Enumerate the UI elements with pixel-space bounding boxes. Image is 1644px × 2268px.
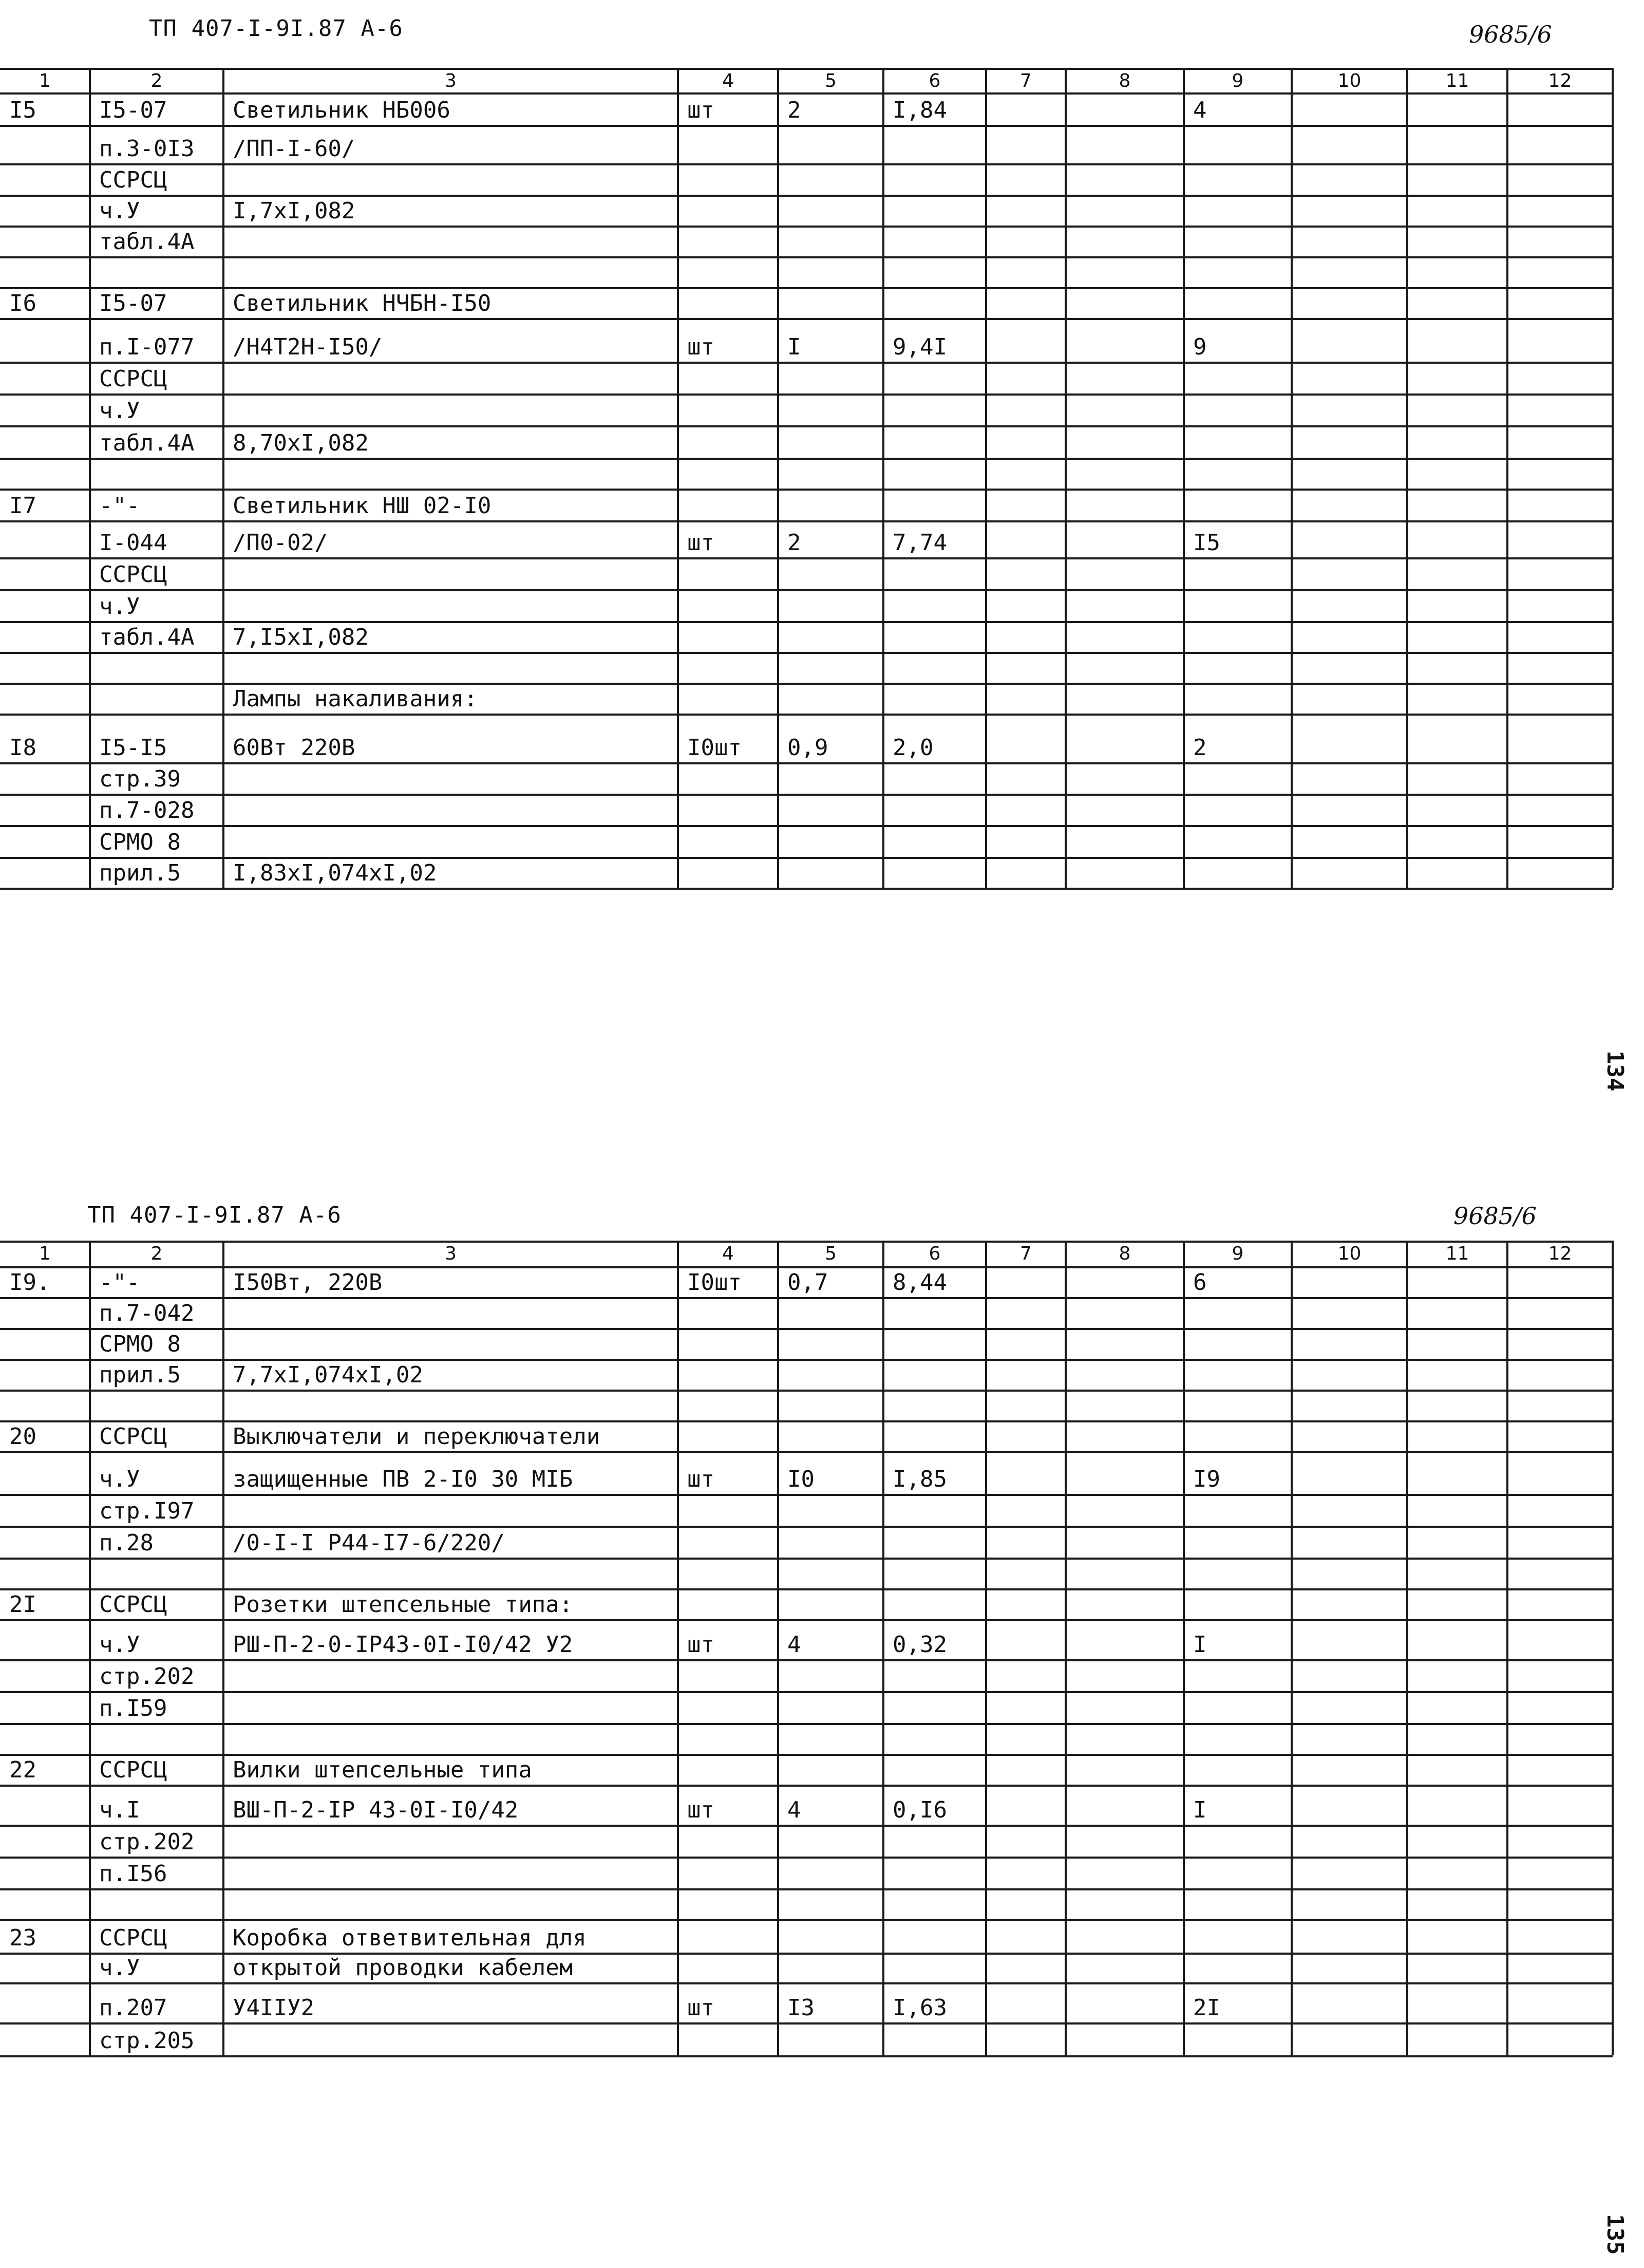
table-cell: п.207	[99, 1995, 167, 2021]
table-cell: 9	[1193, 334, 1207, 360]
column-rule	[777, 68, 779, 888]
table-cell: /Н4Т2Н-I50/	[233, 334, 383, 360]
column-header: 11	[1445, 70, 1469, 91]
table-cell: I9.	[9, 1269, 50, 1296]
column-rule	[222, 68, 224, 888]
row-rule	[0, 825, 1613, 827]
table-cell: 9,4I	[893, 334, 947, 360]
row-rule	[0, 857, 1613, 859]
table-cell: I9	[1193, 1466, 1220, 1492]
column-header: 8	[1119, 70, 1131, 91]
table-cell: Вилки штепсельные типа	[233, 1757, 532, 1783]
table-cell: прил.5	[99, 860, 181, 886]
table-cell: ч.У	[99, 398, 140, 424]
table-cell: 4	[1193, 97, 1207, 123]
row-rule	[0, 1297, 1613, 1299]
column-header: 2	[150, 70, 163, 91]
table-cell: п.3-0I3	[99, 136, 195, 162]
table-cell: 8,44	[893, 1269, 947, 1296]
table-rule	[0, 92, 1613, 95]
table-cell: I0шт	[687, 1269, 742, 1296]
table-cell: 2,0	[893, 735, 934, 761]
column-rule	[677, 68, 679, 888]
row-rule	[0, 362, 1613, 364]
table-cell: I5-07	[99, 97, 167, 123]
table-cell: 4	[787, 1797, 801, 1823]
column-header: 6	[929, 70, 941, 91]
column-rule	[1406, 1241, 1408, 2055]
table-cell: табл.4А	[99, 229, 195, 255]
table-cell: п.I-077	[99, 334, 195, 360]
row-rule	[0, 393, 1613, 396]
table-cell: I0	[787, 1466, 815, 1492]
table-cell: I,83хI,074хI,02	[233, 860, 437, 886]
column-header: 9	[1232, 70, 1244, 91]
table-cell: I6	[9, 290, 36, 316]
column-rule	[1506, 1241, 1508, 2055]
column-rule	[1183, 1241, 1185, 2055]
column-rule	[1406, 68, 1408, 888]
column-rule	[882, 68, 884, 888]
column-header: 3	[445, 1243, 457, 1264]
row-rule	[0, 794, 1613, 796]
table-cell: стр.I97	[99, 1498, 195, 1524]
row-rule	[0, 1982, 1613, 1984]
row-rule	[0, 1659, 1613, 1661]
table-cell: Светильник НЧБН-I50	[233, 290, 492, 316]
row-rule	[0, 1888, 1613, 1890]
row-rule	[0, 652, 1613, 654]
column-rule	[1065, 1241, 1067, 2055]
row-rule	[0, 1588, 1613, 1590]
page-number: 9685/6	[1469, 21, 1552, 48]
side-page-number: 134	[1602, 1051, 1628, 1092]
column-rule	[677, 1241, 679, 2055]
table-cell: 0,9	[787, 735, 828, 761]
table-cell: /П0-02/	[233, 530, 328, 556]
column-rule	[882, 1241, 884, 2055]
table-cell: 2	[1193, 735, 1207, 761]
table-cell: 2I	[9, 1591, 36, 1618]
table-cell: 0,7	[787, 1269, 828, 1296]
table-cell: СРМО 8	[99, 1331, 181, 1357]
table-cell: /ПП-I-60/	[233, 136, 355, 162]
column-rule	[89, 1241, 91, 2055]
row-rule	[0, 1494, 1613, 1496]
table-cell: I3	[787, 1995, 815, 2021]
table-cell: 8,70хI,082	[233, 430, 369, 456]
table-cell: табл.4А	[99, 430, 195, 456]
table-cell: открытой проводки кабелем	[233, 1955, 573, 1981]
row-rule	[0, 2055, 1613, 2057]
table-cell: табл.4А	[99, 624, 195, 650]
row-rule	[0, 762, 1613, 764]
column-rule	[1506, 68, 1508, 888]
table-cell: I7	[9, 493, 36, 519]
row-rule	[0, 1619, 1613, 1621]
table-cell: 0,32	[893, 1632, 947, 1658]
table-cell: Лампы накаливания:	[233, 686, 478, 712]
table-cell: I8	[9, 735, 36, 761]
row-rule	[0, 1420, 1613, 1422]
table-cell: 2	[787, 530, 801, 556]
table-cell: I5	[9, 97, 36, 123]
table-cell: I,84	[893, 97, 947, 123]
table-cell: 20	[9, 1423, 36, 1450]
table-cell: 22	[9, 1757, 36, 1783]
column-rule	[1183, 68, 1185, 888]
table-cell: I-044	[99, 530, 167, 556]
table-cell: 7,I5хI,082	[233, 624, 369, 650]
table-cell: п.7-042	[99, 1300, 195, 1326]
column-header: 5	[825, 70, 837, 91]
row-rule	[0, 256, 1613, 258]
table-cell: ССРСЦ	[99, 1757, 167, 1783]
side-page-number: 135	[1602, 2214, 1628, 2255]
row-rule	[0, 621, 1613, 623]
table-cell: Коробка ответвительная для	[233, 1925, 587, 1951]
table-cell: шт	[687, 97, 714, 123]
row-rule	[0, 1825, 1613, 1827]
row-rule	[0, 1390, 1613, 1392]
row-rule	[0, 163, 1613, 165]
table-cell: 7,74	[893, 530, 947, 556]
column-header: 8	[1119, 1243, 1131, 1264]
table-cell: ч.I	[99, 1797, 140, 1823]
row-rule	[0, 318, 1613, 320]
column-header: 9	[1232, 1243, 1244, 1264]
table-cell: /0-I-I Р44-I7-6/220/	[233, 1530, 505, 1556]
column-rule	[1065, 68, 1067, 888]
row-rule	[0, 1754, 1613, 1756]
table-cell: I	[787, 334, 801, 360]
table-rule	[0, 1241, 1613, 1243]
sheet-title: ТП 407-I-9I.87 A-6	[87, 1202, 342, 1228]
row-rule	[0, 195, 1613, 197]
row-rule	[0, 589, 1613, 591]
row-rule	[0, 489, 1613, 491]
row-rule	[0, 287, 1613, 289]
table-cell: 60Вт 220В	[233, 735, 355, 761]
table-cell: ч.У	[99, 593, 140, 620]
table-cell: -"-	[99, 493, 140, 519]
row-rule	[0, 714, 1613, 716]
table-cell: Светильник НШ 02-I0	[233, 493, 492, 519]
table-cell: стр.205	[99, 2028, 195, 2054]
table-cell: ССРСЦ	[99, 1591, 167, 1618]
table-cell: Выключатели и переключатели	[233, 1423, 600, 1450]
table-cell: I5	[1193, 530, 1220, 556]
table-cell: ВШ-П-2-IР 43-0I-I0/42	[233, 1797, 519, 1823]
column-rule	[777, 1241, 779, 2055]
table-cell: ССРСЦ	[99, 561, 167, 588]
table-rule	[0, 68, 1613, 70]
column-rule	[89, 68, 91, 888]
table-cell: 2I	[1193, 1995, 1220, 2021]
table-cell: I5-07	[99, 290, 167, 316]
table-cell: шт	[687, 334, 714, 360]
table-cell: шт	[687, 530, 714, 556]
table-cell: I0шт	[687, 735, 742, 761]
row-rule	[0, 425, 1613, 427]
column-header: 12	[1548, 70, 1572, 91]
table-cell: Розетки штепсельные типа:	[233, 1591, 573, 1618]
table-cell: 23	[9, 1925, 36, 1951]
column-header: 10	[1337, 70, 1362, 91]
table-cell: п.I56	[99, 1861, 167, 1887]
table-cell: шт	[687, 1632, 714, 1658]
row-rule	[0, 1857, 1613, 1859]
table-cell: 2	[787, 97, 801, 123]
table-cell: ССРСЦ	[99, 1423, 167, 1450]
table-cell: ч.У	[99, 1632, 140, 1658]
table-cell: I	[1193, 1632, 1207, 1658]
row-rule	[0, 1359, 1613, 1361]
table-cell: -"-	[99, 1269, 140, 1296]
table-cell: шт	[687, 1797, 714, 1823]
column-header: 3	[445, 70, 457, 91]
row-rule	[0, 1723, 1613, 1725]
row-rule	[0, 1526, 1613, 1528]
table-cell: I5-I5	[99, 735, 167, 761]
row-rule	[0, 1558, 1613, 1560]
column-header: 5	[825, 1243, 837, 1264]
table-cell: 4	[787, 1632, 801, 1658]
table-cell: РШ-П-2-0-IР43-0I-I0/42 У2	[233, 1632, 573, 1658]
column-header: 1	[39, 70, 51, 91]
row-rule	[0, 458, 1613, 460]
sheet-title: ТП 407-I-9I.87 A-6	[149, 15, 403, 42]
column-header: 4	[722, 1243, 734, 1264]
row-rule	[0, 226, 1613, 228]
column-rule	[1291, 1241, 1293, 2055]
column-rule	[1291, 68, 1293, 888]
table-cell: п.7-028	[99, 797, 195, 823]
column-rule	[222, 1241, 224, 2055]
column-header: 6	[929, 1243, 941, 1264]
row-rule	[0, 683, 1613, 685]
table-cell: ССРСЦ	[99, 366, 167, 392]
table-cell: ч.У	[99, 1466, 140, 1492]
column-rule	[1612, 68, 1614, 888]
table-cell: I	[1193, 1797, 1207, 1823]
column-header: 4	[722, 70, 734, 91]
table-cell: стр.39	[99, 766, 181, 792]
table-cell: 7,7хI,074хI,02	[233, 1362, 423, 1388]
table-cell: ССРСЦ	[99, 1925, 167, 1951]
column-rule	[985, 1241, 987, 2055]
table-cell: I,63	[893, 1995, 947, 2021]
row-rule	[0, 1919, 1613, 1921]
row-rule	[0, 888, 1613, 890]
table-cell: ч.У	[99, 198, 140, 224]
table-cell: п.I59	[99, 1695, 167, 1721]
table-cell: СРМО 8	[99, 829, 181, 855]
table-cell: ССРСЦ	[99, 167, 167, 193]
row-rule	[0, 1328, 1613, 1330]
column-rule	[985, 68, 987, 888]
table-cell: шт	[687, 1995, 714, 2021]
row-rule	[0, 2022, 1613, 2025]
row-rule	[0, 125, 1613, 127]
column-header: 2	[150, 1243, 163, 1264]
table-cell: п.28	[99, 1530, 154, 1556]
table-cell: 0,I6	[893, 1797, 947, 1823]
table-cell: У4IIУ2	[233, 1995, 314, 2021]
table-cell: ч.У	[99, 1955, 140, 1981]
table-rule	[0, 1266, 1613, 1268]
column-header: 7	[1020, 1243, 1032, 1264]
column-header: 12	[1548, 1243, 1572, 1264]
column-header: 7	[1020, 70, 1032, 91]
table-cell: 6	[1193, 1269, 1207, 1296]
table-cell: I,85	[893, 1466, 947, 1492]
table-cell: прил.5	[99, 1362, 181, 1388]
column-header: 10	[1337, 1243, 1362, 1264]
table-cell: I,7хI,082	[233, 198, 355, 224]
row-rule	[0, 1691, 1613, 1693]
table-cell: стр.202	[99, 1829, 195, 1855]
table-cell: I50Вт, 220В	[233, 1269, 383, 1296]
column-rule	[1612, 1241, 1614, 2055]
table-cell: защищенные ПВ 2-I0 30 МIБ	[233, 1466, 573, 1492]
table-cell: шт	[687, 1466, 714, 1492]
table-cell: стр.202	[99, 1663, 195, 1690]
column-header: 1	[39, 1243, 51, 1264]
row-rule	[0, 1451, 1613, 1453]
column-header: 11	[1445, 1243, 1469, 1264]
page-number: 9685/6	[1453, 1202, 1537, 1230]
row-rule	[0, 557, 1613, 559]
table-cell: Светильник НБ006	[233, 97, 450, 123]
row-rule	[0, 520, 1613, 522]
row-rule	[0, 1785, 1613, 1787]
